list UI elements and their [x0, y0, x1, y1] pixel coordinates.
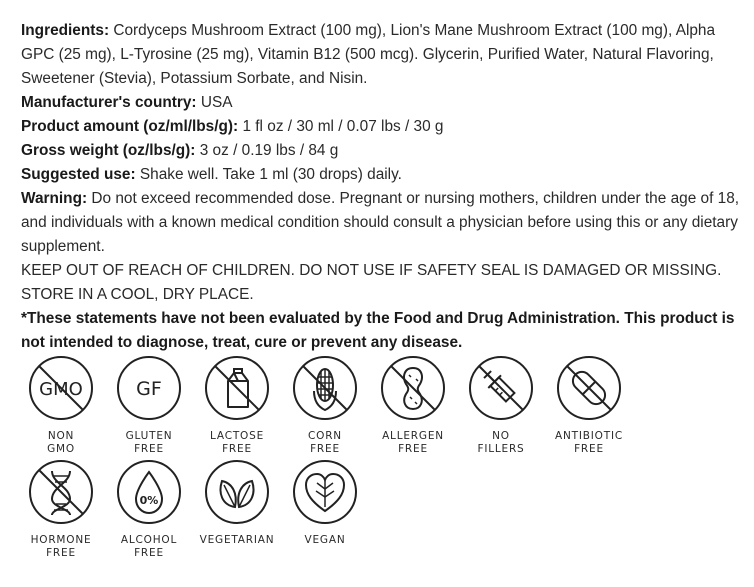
badge-lactose-line1: LACTOSE: [210, 430, 264, 442]
leaves-icon: [204, 459, 270, 525]
amount-label: Product amount (oz/ml/lbs/g):: [21, 118, 239, 135]
badge-corn-line1: CORN: [308, 430, 342, 442]
badge-alcohol-line2: FREE: [134, 547, 164, 559]
badge-vegan-line1: VEGAN: [304, 534, 346, 546]
warning-line: [21, 187, 741, 259]
badge-vegetarian: [192, 459, 282, 547]
heart-leaf-icon: [292, 459, 358, 525]
badge-allergen-line2: FREE: [398, 443, 428, 455]
badge-antibiotic-line1: ANTIBIOTIC: [555, 430, 623, 442]
alcohol-icon-text: 0%: [139, 494, 159, 507]
badge-allergen-line1: ALLERGEN: [382, 430, 444, 442]
badge-antibiotic-line2: FREE: [574, 443, 604, 455]
badge-hormone-line2: FREE: [46, 547, 76, 559]
badge-gluten-free: [104, 355, 194, 456]
amount-value: 1 fl oz / 30 ml / 0.07 lbs / 30 g: [238, 118, 444, 135]
country-label: Manufacturer's country:: [21, 94, 197, 111]
fda-disclaimer: *These statements have not been evaluated by the Food and Drug Administration. This product is not intended to diagnose, treat, cure or prevent any disease.: [21, 310, 735, 351]
country-value: USA: [196, 94, 233, 111]
badge-vegetarian-line1: VEGETARIAN: [199, 534, 275, 546]
badge-antibiotic-free: [544, 355, 634, 456]
drop-icon: [116, 459, 182, 525]
badge-gluten-caption: [104, 430, 194, 456]
badge-corn-free: [280, 355, 370, 456]
ingredients-line: [21, 19, 741, 91]
badge-corn-caption: [280, 430, 370, 456]
badge-non-gmo-line2: GMO: [47, 443, 75, 455]
badge-vegan-caption: [280, 534, 370, 547]
badge-alcohol-line1: ALCOHOL: [120, 534, 178, 546]
badge-lactose-free: [192, 355, 282, 456]
badge-hormone-line1: HORMONE: [30, 534, 92, 546]
badge-fillers-line2: FILLERS: [477, 443, 525, 455]
badge-lactose-caption: [192, 430, 282, 456]
badge-hormone-free: [16, 459, 106, 560]
gross-weight-label: Gross weight (oz/lbs/g):: [21, 142, 196, 159]
syringe-icon: [468, 355, 534, 421]
badge-alcohol-caption: [104, 534, 194, 560]
badge-hormone-caption: [16, 534, 106, 560]
non-gmo-icon: [28, 355, 94, 421]
ingredients-value: Cordyceps Mushroom Extract (100 mg), Lion's Mane Mushroom Extract (100 mg), Alpha GPC (25 mg), L-Tyrosine (25 mg), Vitamin B12 (500 mcg). Glycerin, Purified Water, Natural Flavoring, Sweetener (Stevia), Potassium Sorbate, and Nisin.: [21, 22, 716, 87]
storage-notice: STORE IN A COOL, DRY PLACE.: [21, 286, 254, 303]
milk-carton-icon: [204, 355, 270, 421]
suggested-use-line: [21, 163, 741, 187]
warning-value: Do not exceed recommended dose. Pregnant or nursing mothers, children under the age of 18, and individuals with a known medical condition should consult a physician before using this or any dietary supplement.: [21, 190, 740, 255]
capsule-icon: [556, 355, 622, 421]
badge-non-gmo-caption: [16, 430, 106, 456]
suggested-use-label: Suggested use:: [21, 166, 136, 183]
badge-lactose-line2: FREE: [222, 443, 252, 455]
badge-gluten-line1: GLUTEN: [125, 430, 173, 442]
badge-vegan: [280, 459, 370, 547]
corn-icon: [292, 355, 358, 421]
badge-allergen-free: [368, 355, 458, 456]
badge-fillers-line1: NO: [492, 430, 510, 442]
ingredients-label: Ingredients:: [21, 22, 110, 39]
gmo-icon-text: GMO: [39, 379, 83, 400]
badge-alcohol-free: [104, 459, 194, 560]
peanut-icon: [380, 355, 446, 421]
badge-corn-line2: FREE: [310, 443, 340, 455]
badge-gluten-line2: FREE: [134, 443, 164, 455]
badge-allergen-caption: [368, 430, 458, 456]
gluten-icon-text: GF: [136, 378, 162, 400]
badge-antibiotic-caption: [544, 430, 634, 456]
suggested-use-value: Shake well. Take 1 ml (30 drops) daily.: [135, 166, 402, 183]
dna-icon: [28, 459, 94, 525]
amount-line: [21, 115, 741, 139]
badge-non-gmo-line1: NON: [47, 430, 75, 442]
badge-fillers-caption: [456, 430, 546, 456]
warning-label: Warning:: [21, 190, 88, 207]
badge-no-fillers: [456, 355, 546, 456]
gross-weight-value: 3 oz / 0.19 lbs / 84 g: [195, 142, 339, 159]
keep-out-notice: KEEP OUT OF REACH OF CHILDREN. DO NOT USE IF SAFETY SEAL IS DAMAGED OR MISSING.: [21, 262, 722, 279]
badge-vegetarian-caption: [192, 534, 282, 547]
product-details: [21, 19, 741, 355]
country-line: [21, 91, 741, 115]
gluten-free-icon: [116, 355, 182, 421]
badge-non-gmo: [16, 355, 106, 456]
gross-weight-line: [21, 139, 741, 163]
